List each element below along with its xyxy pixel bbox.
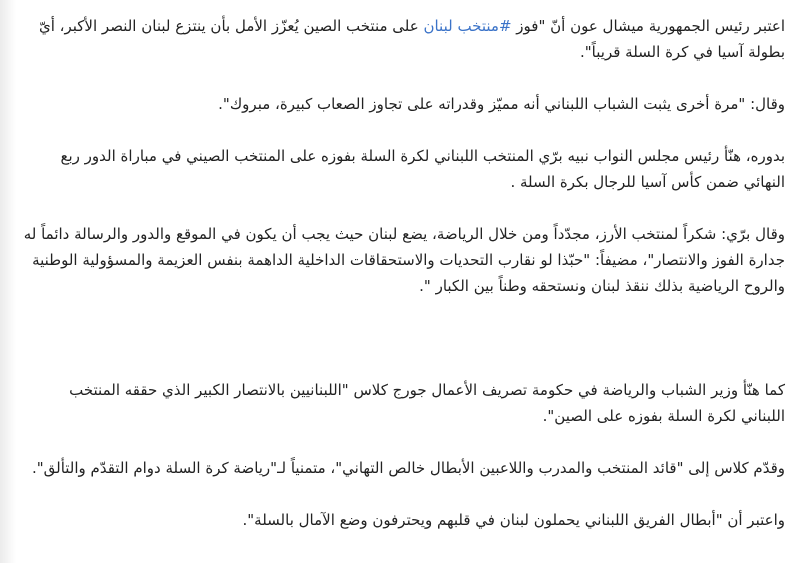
article-body [22,13,785,559]
paragraph-berri-statement: وقال برّي: شكراً لمنتخب الأرز، مجدّداً ومن خلال الرياضة، يضع لبنان حيث يجب أن يكون في الموقع والدور والرسالة دائماً له جدارة الفوز والانتصار"، مضيفاً: "حبّذا لو نقارب التحديات والاستحقاقات الداخلية الداهمة بنفس العزيمة والمسؤولية الوطنية والروح الرياضية بذلك ننقذ لبنان ونستحقه وطناً بين الكبار ". [23,225,785,295]
paragraph-minister-congrats: كما هنّأ وزير الشباب والرياضة في حكومة تصريف الأعمال جورج كلاس "اللبنانيين بالانتصار الكبير الذي حققه المنتخب اللبناني لكرة السلة بفوزه على الصين". [69,381,785,425]
paragraph-aoun-congrats: وقال: "مرة أخرى يثبت الشباب اللبناني أنه مميّز وقدراته على تجاوز الصعاب كبيرة، مبروك". [218,95,785,113]
paragraph-kallas-statement: واعتبر أن "أبطال الفريق اللبناني يحملون لبنان في قلبهم ويحترفون وضع الآمال بالسلة". [242,511,785,529]
hashtag-link-lebanon-team[interactable]: #منتخب لبنان [423,17,512,35]
page-edge-shadow [0,0,16,563]
quote-end: على منتخب الصين يُعزّز الأمل بأن ينتزع لبنان النصر الأكبر، أيّ بطولة آسيا في كرة السلة قريباً". [38,17,785,61]
paragraph-berri-congrats: بدوره، هنّأ رئيس مجلس النواب نبيه برّي المنتخب اللبناني لكرة السلة بفوزه على المنتخب الصيني في مباراة الدور ربع النهائي ضمن كأس آسيا للرجال بكرة السلة . [60,147,785,191]
paragraph-spacer [22,325,785,351]
quote-start: اعتبر رئيس الجمهورية ميشال عون أنّ "فوز [511,17,785,35]
paragraph-aoun-statement [22,13,785,65]
paragraph-kallas-congrats: وقدّم كلاس إلى "قائد المنتخب والمدرب واللاعبين الأبطال خالص التهاني"، متمنياً لـ"رياضة كرة السلة دوام التقدّم والتألق". [31,459,785,477]
